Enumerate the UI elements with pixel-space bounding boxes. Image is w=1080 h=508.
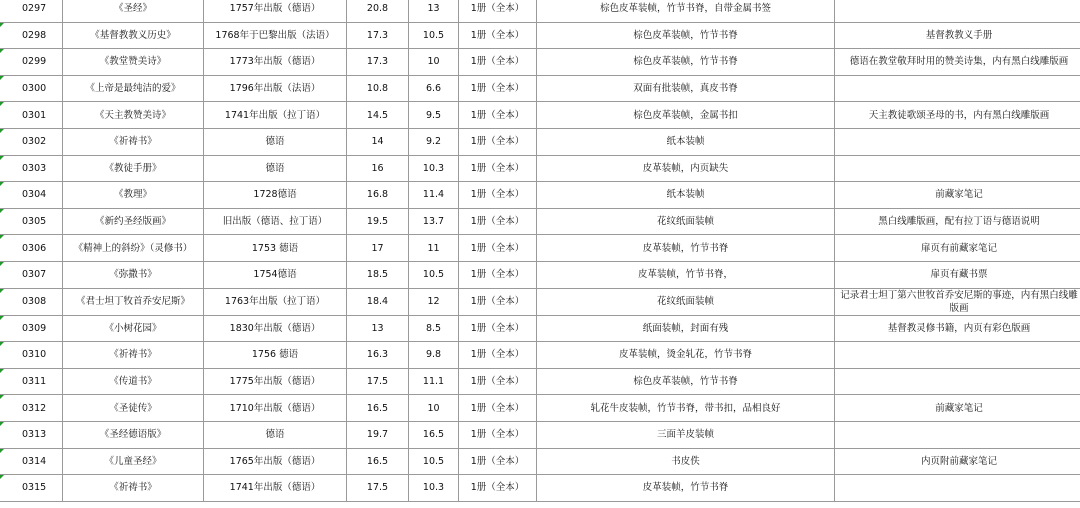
cell-volumes[interactable]: 1册（全本） — [459, 0, 537, 22]
cell-id[interactable]: 0312 — [0, 395, 63, 422]
cell-width[interactable]: 10.5 — [409, 22, 459, 49]
cell-width[interactable]: 11 — [409, 235, 459, 262]
cell-id[interactable]: 0314 — [0, 448, 63, 475]
cell-binding[interactable]: 纸本装帧 — [537, 182, 835, 209]
cell-binding[interactable]: 棕色皮革装帧，竹节书脊 — [537, 368, 835, 395]
cell-id[interactable]: 0298 — [0, 22, 63, 49]
cell-height[interactable]: 16.3 — [347, 342, 409, 369]
cell-notes[interactable] — [835, 0, 1080, 22]
cell-edition[interactable]: 1768年于巴黎出版（法语） — [204, 22, 347, 49]
cell-height[interactable]: 16.8 — [347, 182, 409, 209]
cell-id[interactable]: 0297 — [0, 0, 63, 22]
table-row — [0, 208, 1080, 235]
cell-volumes[interactable]: 1册（全本） — [459, 261, 537, 288]
cell-binding[interactable]: 花纹纸面装帧 — [537, 208, 835, 235]
cell-height[interactable]: 18.4 — [347, 288, 409, 315]
cell-title[interactable]: 《君士坦丁牧首乔安尼斯》 — [63, 288, 204, 315]
cell-id[interactable]: 0315 — [0, 475, 63, 502]
cell-notes[interactable]: 扉页有前藏家笔记 — [835, 235, 1080, 262]
cell-width[interactable]: 9.5 — [409, 102, 459, 129]
cell-volumes[interactable]: 1册（全本） — [459, 128, 537, 155]
cell-height[interactable]: 17.3 — [347, 22, 409, 49]
cell-notes[interactable] — [835, 155, 1080, 182]
cell-height[interactable]: 16.5 — [347, 448, 409, 475]
cell-notes[interactable]: 前藏家笔记 — [835, 182, 1080, 209]
cell-binding[interactable]: 纸本装帧 — [537, 128, 835, 155]
table-row — [0, 261, 1080, 288]
cell-height[interactable]: 16 — [347, 155, 409, 182]
cell-title[interactable]: 《天主教赞美诗》 — [63, 102, 204, 129]
cell-binding[interactable]: 棕色皮革装帧，竹节书脊，自带金属书签 — [537, 0, 835, 22]
cell-edition[interactable]: 1830年出版（德语） — [204, 315, 347, 342]
cell-binding[interactable]: 皮革装帧，竹节书脊， — [537, 261, 835, 288]
cell-height[interactable]: 17.5 — [347, 475, 409, 502]
table-row — [0, 288, 1080, 315]
cell-id[interactable]: 0306 — [0, 235, 63, 262]
cell-id[interactable]: 0300 — [0, 75, 63, 102]
cell-height[interactable]: 18.5 — [347, 261, 409, 288]
cell-width[interactable]: 6.6 — [409, 75, 459, 102]
cell-edition[interactable]: 1754德语 — [204, 261, 347, 288]
table-row — [0, 315, 1080, 342]
cell-id[interactable]: 0305 — [0, 208, 63, 235]
cell-width[interactable]: 11.4 — [409, 182, 459, 209]
table-row — [0, 235, 1080, 262]
cell-width[interactable]: 13.7 — [409, 208, 459, 235]
cell-binding[interactable]: 棕色皮革装帧，竹节书脊 — [537, 49, 835, 76]
cell-binding[interactable]: 棕色皮革装帧，金属书扣 — [537, 102, 835, 129]
cell-volumes[interactable]: 1册（全本） — [459, 395, 537, 422]
cell-height[interactable]: 17.5 — [347, 368, 409, 395]
cell-height[interactable]: 13 — [347, 315, 409, 342]
cell-edition[interactable]: 1796年出版（法语） — [204, 75, 347, 102]
cell-edition[interactable]: 1710年出版（德语） — [204, 395, 347, 422]
cell-height[interactable]: 17 — [347, 235, 409, 262]
table-row — [0, 395, 1080, 422]
cell-volumes[interactable]: 1册（全本） — [459, 421, 537, 448]
cell-title[interactable]: 《新约圣经版画》 — [63, 208, 204, 235]
table-row — [0, 421, 1080, 448]
cell-binding[interactable]: 双面有批装帧，真皮书脊 — [537, 75, 835, 102]
cell-id[interactable]: 0309 — [0, 315, 63, 342]
cell-volumes[interactable]: 1册（全本） — [459, 49, 537, 76]
cell-edition[interactable]: 1741年出版（拉丁语） — [204, 102, 347, 129]
table-row — [0, 128, 1080, 155]
cell-width[interactable]: 9.8 — [409, 342, 459, 369]
cell-width[interactable]: 10 — [409, 395, 459, 422]
cell-title[interactable]: 《上帝是最纯洁的爱》 — [63, 75, 204, 102]
cell-notes[interactable]: 黑白线雕版画，配有拉丁语与德语说明 — [835, 208, 1080, 235]
cell-title[interactable]: 《小树花园》 — [63, 315, 204, 342]
table-row — [0, 49, 1080, 76]
cell-height[interactable]: 19.7 — [347, 421, 409, 448]
cell-volumes[interactable]: 1册（全本） — [459, 102, 537, 129]
table-row — [0, 102, 1080, 129]
table-row — [0, 342, 1080, 369]
cell-height[interactable]: 10.8 — [347, 75, 409, 102]
cell-notes[interactable]: 德语在教堂敬拜时用的赞美诗集，内有黑白线雕版画 — [835, 49, 1080, 76]
cell-binding[interactable]: 书皮佚 — [537, 448, 835, 475]
cell-binding[interactable]: 棕色皮革装帧，竹节书脊 — [537, 22, 835, 49]
cell-width[interactable]: 16.5 — [409, 421, 459, 448]
cell-width[interactable]: 10.5 — [409, 448, 459, 475]
cell-id[interactable]: 0308 — [0, 288, 63, 315]
cell-title[interactable]: 《祈祷书》 — [63, 475, 204, 502]
cell-width[interactable]: 13 — [409, 0, 459, 22]
cell-title[interactable]: 《弥撒书》 — [63, 261, 204, 288]
cell-height[interactable]: 14.5 — [347, 102, 409, 129]
cell-volumes[interactable]: 1册（全本） — [459, 22, 537, 49]
cell-id[interactable]: 0311 — [0, 368, 63, 395]
cell-volumes[interactable]: 1册（全本） — [459, 208, 537, 235]
cell-title[interactable]: 《教徒手册》 — [63, 155, 204, 182]
cell-height[interactable]: 16.5 — [347, 395, 409, 422]
cell-edition[interactable]: 1741年出版（德语） — [204, 475, 347, 502]
cell-height[interactable]: 14 — [347, 128, 409, 155]
cell-title[interactable]: 《教理》 — [63, 182, 204, 209]
cell-edition[interactable]: 1753 德语 — [204, 235, 347, 262]
cell-title[interactable]: 《传道书》 — [63, 368, 204, 395]
cell-edition[interactable]: 德语 — [204, 155, 347, 182]
cell-width[interactable]: 9.2 — [409, 128, 459, 155]
cell-volumes[interactable]: 1册（全本） — [459, 288, 537, 315]
cell-edition[interactable]: 1728德语 — [204, 182, 347, 209]
cell-id[interactable]: 0313 — [0, 421, 63, 448]
table-row — [0, 475, 1080, 502]
cell-binding[interactable]: 皮革装帧，烫金轧花，竹节书脊 — [537, 342, 835, 369]
table-row — [0, 75, 1080, 102]
cell-volumes[interactable]: 1册（全本） — [459, 315, 537, 342]
cell-volumes[interactable]: 1册（全本） — [459, 368, 537, 395]
cell-edition[interactable]: 德语 — [204, 128, 347, 155]
cell-title[interactable]: 《圣经》 — [63, 0, 204, 22]
cell-edition[interactable]: 1756 德语 — [204, 342, 347, 369]
cell-binding[interactable]: 三面羊皮装帧 — [537, 421, 835, 448]
cell-edition[interactable]: 1775年出版（德语） — [204, 368, 347, 395]
cell-notes[interactable]: 前藏家笔记 — [835, 395, 1080, 422]
cell-binding[interactable]: 花纹纸面装帧 — [537, 288, 835, 315]
cell-id[interactable]: 0299 — [0, 49, 63, 76]
cell-height[interactable]: 20.8 — [347, 0, 409, 22]
table-row — [0, 0, 1080, 22]
cell-volumes[interactable]: 1册（全本） — [459, 155, 537, 182]
cell-binding[interactable]: 皮革装帧，内页缺失 — [537, 155, 835, 182]
cell-notes[interactable]: 扉页有藏书票 — [835, 261, 1080, 288]
cell-title[interactable]: 《圣徒传》 — [63, 395, 204, 422]
cell-volumes[interactable]: 1册（全本） — [459, 475, 537, 502]
cell-width[interactable]: 10.3 — [409, 155, 459, 182]
cell-height[interactable]: 19.5 — [347, 208, 409, 235]
cell-width[interactable]: 10.5 — [409, 261, 459, 288]
cell-edition[interactable]: 1763年出版（拉丁语） — [204, 288, 347, 315]
cell-width[interactable]: 12 — [409, 288, 459, 315]
cell-id[interactable]: 0303 — [0, 155, 63, 182]
cell-width[interactable]: 11.1 — [409, 368, 459, 395]
cell-binding[interactable]: 轧花牛皮装帧，竹节书脊，带书扣，品相良好 — [537, 395, 835, 422]
cell-title[interactable]: 《教堂赞美诗》 — [63, 49, 204, 76]
cell-id[interactable]: 0302 — [0, 128, 63, 155]
cell-notes[interactable]: 基督教教义手册 — [835, 22, 1080, 49]
cell-height[interactable]: 17.3 — [347, 49, 409, 76]
cell-width[interactable]: 8.5 — [409, 315, 459, 342]
table-row — [0, 22, 1080, 49]
cell-volumes[interactable]: 1册（全本） — [459, 75, 537, 102]
cell-id[interactable]: 0304 — [0, 182, 63, 209]
cell-id[interactable]: 0301 — [0, 102, 63, 129]
cell-edition[interactable]: 旧出版（德语、拉丁语） — [204, 208, 347, 235]
table-row — [0, 448, 1080, 475]
cell-notes[interactable]: 内页附前藏家笔记 — [835, 448, 1080, 475]
cell-notes[interactable] — [835, 475, 1080, 502]
cell-edition[interactable]: 1773年出版（德语） — [204, 49, 347, 76]
cell-notes[interactable] — [835, 342, 1080, 369]
cell-id[interactable]: 0310 — [0, 342, 63, 369]
cell-width[interactable]: 10.3 — [409, 475, 459, 502]
cell-title[interactable]: 《精神上的斜纷》（灵修书） — [63, 235, 204, 262]
cell-notes[interactable]: 记录君士坦丁第六世牧首乔安尼斯的事迹，内有黑白线雕版画 — [835, 288, 1080, 315]
cell-width[interactable]: 10 — [409, 49, 459, 76]
cell-notes[interactable] — [835, 75, 1080, 102]
cell-volumes[interactable]: 1册（全本） — [459, 182, 537, 209]
cell-notes[interactable] — [835, 368, 1080, 395]
cell-edition[interactable]: 德语 — [204, 421, 347, 448]
cell-binding[interactable]: 纸面装帧，封面有残 — [537, 315, 835, 342]
cell-title[interactable]: 《祈祷书》 — [63, 128, 204, 155]
cell-notes[interactable] — [835, 128, 1080, 155]
cell-edition[interactable]: 1757年出版（德语） — [204, 0, 347, 22]
table-row — [0, 155, 1080, 182]
cell-volumes[interactable]: 1册（全本） — [459, 235, 537, 262]
cell-volumes[interactable]: 1册（全本） — [459, 448, 537, 475]
cell-title[interactable]: 《祈祷书》 — [63, 342, 204, 369]
cell-binding[interactable]: 皮革装帧，竹节书脊 — [537, 475, 835, 502]
table-row — [0, 368, 1080, 395]
table-row — [0, 182, 1080, 209]
cell-edition[interactable]: 1765年出版（德语） — [204, 448, 347, 475]
cell-notes[interactable]: 基督教灵修书籍，内页有彩色版画 — [835, 315, 1080, 342]
cell-binding[interactable]: 皮革装帧，竹节书脊 — [537, 235, 835, 262]
cell-title[interactable]: 《基督教教义历史》 — [63, 22, 204, 49]
cell-id[interactable]: 0307 — [0, 261, 63, 288]
cell-title[interactable]: 《儿童圣经》 — [63, 448, 204, 475]
cell-volumes[interactable]: 1册（全本） — [459, 342, 537, 369]
cell-notes[interactable]: 天主教徒歌颂圣母的书，内有黑白线雕版画 — [835, 102, 1080, 129]
cell-title[interactable]: 《圣经德语版》 — [63, 421, 204, 448]
cell-notes[interactable] — [835, 421, 1080, 448]
